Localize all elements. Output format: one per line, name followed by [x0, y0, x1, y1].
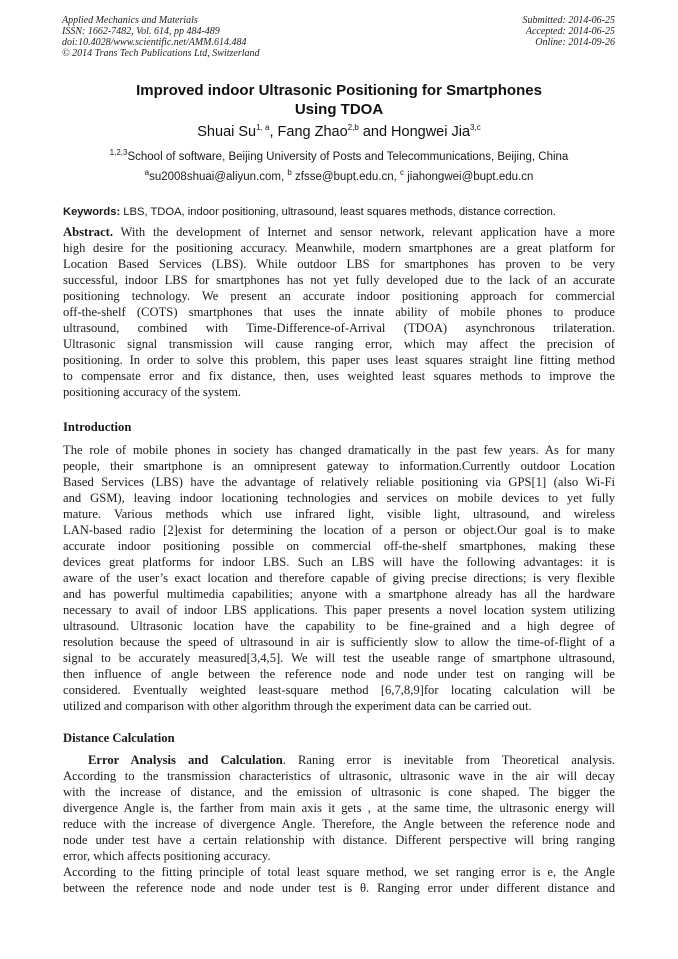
- body-line: devices great platforms for indoor LBS. Such an LBS will have the following advantages: it is: [63, 555, 615, 569]
- author-list: [60, 124, 618, 140]
- author-separator: and: [358, 124, 392, 140]
- body-line: between the reference node and node under test is θ. Ranging error under different distance and: [63, 881, 615, 895]
- body-line: node under test have a certain relationship with distance. Different perspective will bring ranging: [63, 833, 615, 847]
- body-text: . Raning error is inevitable from Theoretical analysis.: [282, 753, 615, 767]
- journal-name: Applied Mechanics and Materials: [62, 15, 198, 26]
- author-affiliation-mark: 3,c: [470, 123, 481, 133]
- body-line: with the increase of distance, and the emission of ultrasonic is cone shaped. The bigger the: [63, 785, 615, 799]
- title-line-2: Using TDOA: [294, 101, 384, 118]
- paper-title: [60, 81, 618, 119]
- author-affiliation-mark: 1, a: [256, 123, 270, 133]
- body-line: ultrasound. Ultrasonic location have the capability to be fine-grained and a high degree of: [63, 619, 615, 633]
- journal-issn: ISSN: 1662-7482, Vol. 614, pp 484-489: [62, 26, 220, 37]
- abstract-line: successful, indoor LBS for smartphones has not yet fully developed due to the lack of an accurate: [63, 273, 615, 287]
- body-line: and has powerful multimedia capabilities; anyone with a smartphone already has all the hardware: [63, 587, 615, 601]
- author-separator: ,: [269, 124, 278, 140]
- subsection-label: Error Analysis and Calculation: [88, 753, 283, 767]
- submitted-date: Submitted: 2014-06-25: [522, 15, 615, 26]
- body-line: aware of the user’s exact location and therefore capable of giving precise directions; is very flexible: [63, 571, 615, 585]
- keywords: [63, 206, 615, 218]
- email-address[interactable]: jiahongwei@bupt.edu.cn: [404, 171, 534, 183]
- author-name: Shuai Su: [197, 124, 257, 140]
- body-line: LAN-based radio [2]exist for determining the location of a person or object.Our goal is to make: [63, 523, 615, 537]
- email-mark: c: [400, 168, 405, 178]
- body-line: considered. Eventually weighted least-square method [6,7,8,9]for locating calculation will be: [63, 683, 615, 697]
- introduction-heading: Introduction: [63, 420, 132, 434]
- keywords-text: LBS, TDOA, indoor positioning, ultrasound, least squares methods, distance correction.: [120, 206, 556, 218]
- body-line: then influence of angle between the reference node and node under test on ranging will be: [63, 667, 615, 681]
- abstract-line: positioning technology. We present an accurate indoor positioning approach for commercial: [63, 289, 615, 303]
- abstract-label: Abstract.: [63, 225, 114, 239]
- body-line: necessary to avail of indoor LBS applications. This paper presents a novel location system utilizing: [63, 603, 615, 617]
- body-line: [63, 752, 615, 768]
- abstract-line: positioning. In order to solve this problem, this paper uses least squares straight line fitting method: [63, 353, 615, 367]
- abstract-line: Location Based Services (LBS). While outdoor LBS for smartphones has proven to be very: [63, 257, 615, 271]
- body-line: divergence Angle is, the farther from main axis it gets , at the same time, the ultrasonic energy will: [63, 801, 615, 815]
- affiliation-mark: 1,2,3: [109, 148, 128, 158]
- keywords-label: Keywords:: [63, 206, 121, 218]
- online-date: Online: 2014-09-26: [535, 37, 615, 48]
- affiliation-text: School of software, Beijing University of Posts and Telecommunications, Beijing, China: [127, 151, 569, 163]
- body-line: The role of mobile phones in society has changed dramatically in the past few years. As for many: [63, 443, 615, 457]
- body-line: accurate indoor positioning possible on commercial off-the-shelf smartphones, making these: [63, 539, 615, 553]
- email-mark: a: [144, 168, 150, 178]
- journal-info: [62, 15, 260, 59]
- abstract-line: positioning accuracy of the system.: [63, 385, 242, 399]
- abstract-line: [63, 224, 615, 240]
- abstract-line: Ultrasonic signal transmission will cause ranging error, which may affect the precision of: [63, 337, 615, 351]
- distance-calculation-heading: Distance Calculation: [63, 731, 175, 745]
- body-line: According to the transmission characteristics of ultrasonic, ultrasonic wave in the air will decay: [63, 769, 615, 783]
- body-line: utilized and comparison with other algorithm through the experiment data can be carried out.: [63, 699, 532, 713]
- title-line-1: Improved indoor Ultrasonic Positioning for Smartphones: [136, 82, 542, 99]
- abstract-line: to compensate error and fix distance, then, uses weighted least squares methods to improve the: [63, 369, 615, 383]
- email-address[interactable]: zfsse@bupt.edu.cn,: [291, 171, 401, 183]
- accepted-date: Accepted: 2014-06-25: [525, 26, 615, 37]
- body-line: Based Services (LBS) have the advantage of relatively reliable positioning via GPS[1] (also Wi-Fi: [63, 475, 615, 489]
- body-line: signal to be accurately measured[3,4,5]. We will test the useable range of smartphone ultrasound,: [63, 651, 615, 665]
- abstract-text: With the development of Internet and sensor network, relevant application have a more: [113, 225, 615, 239]
- author-name: Hongwei Jia: [391, 124, 471, 140]
- email-mark: b: [287, 168, 292, 178]
- author-affiliation-mark: 2,b: [347, 123, 359, 133]
- body-line: error, which affects positioning accuracy.: [63, 849, 271, 863]
- email-address[interactable]: su2008shuai@aliyun.com,: [149, 171, 288, 183]
- author-emails: [60, 168, 618, 183]
- publication-dates: [523, 15, 616, 48]
- journal-copyright: © 2014 Trans Tech Publications Ltd, Switzerland: [62, 48, 260, 59]
- introduction-body: [63, 442, 615, 714]
- abstract: [63, 224, 615, 400]
- body-line: mature. Various methods which use infrared light, visible light, ultrasound, and wireless: [63, 507, 615, 521]
- author-name: Fang Zhao: [277, 124, 348, 140]
- journal-doi[interactable]: doi:10.4028/www.scientific.net/AMM.614.484: [62, 37, 247, 48]
- distance-calculation-body: [63, 752, 615, 896]
- abstract-line: off-the-shelf (COTS) smartphones that uses the innate ability of mobile phones to produce: [63, 305, 615, 319]
- abstract-line: ultrasound, combined with Time-Difference-of-Arrival (TDOA) asynchronous trilateration.: [63, 321, 615, 335]
- body-line: and GSM), leaving indoor locationing technologies and services on mobile devices to yet fully: [63, 491, 615, 505]
- body-line: reduce with the increase of divergence Angle. Therefore, the Angle between the reference node and: [63, 817, 615, 831]
- affiliation: [60, 148, 618, 163]
- body-line: According to the fitting principle of total least square method, we set ranging error is e, the Angle: [63, 865, 615, 879]
- body-line: resolution because the speed of ultrasound in air is sufficiently slow to allow the time-of-flight of a: [63, 635, 615, 649]
- abstract-line: high desire for the positioning accuracy. Meanwhile, modern smartphones are a great platform for: [63, 241, 615, 255]
- body-line: people, their smartphone is an omnipresent gateway to information.Currently outdoor Location: [63, 459, 615, 473]
